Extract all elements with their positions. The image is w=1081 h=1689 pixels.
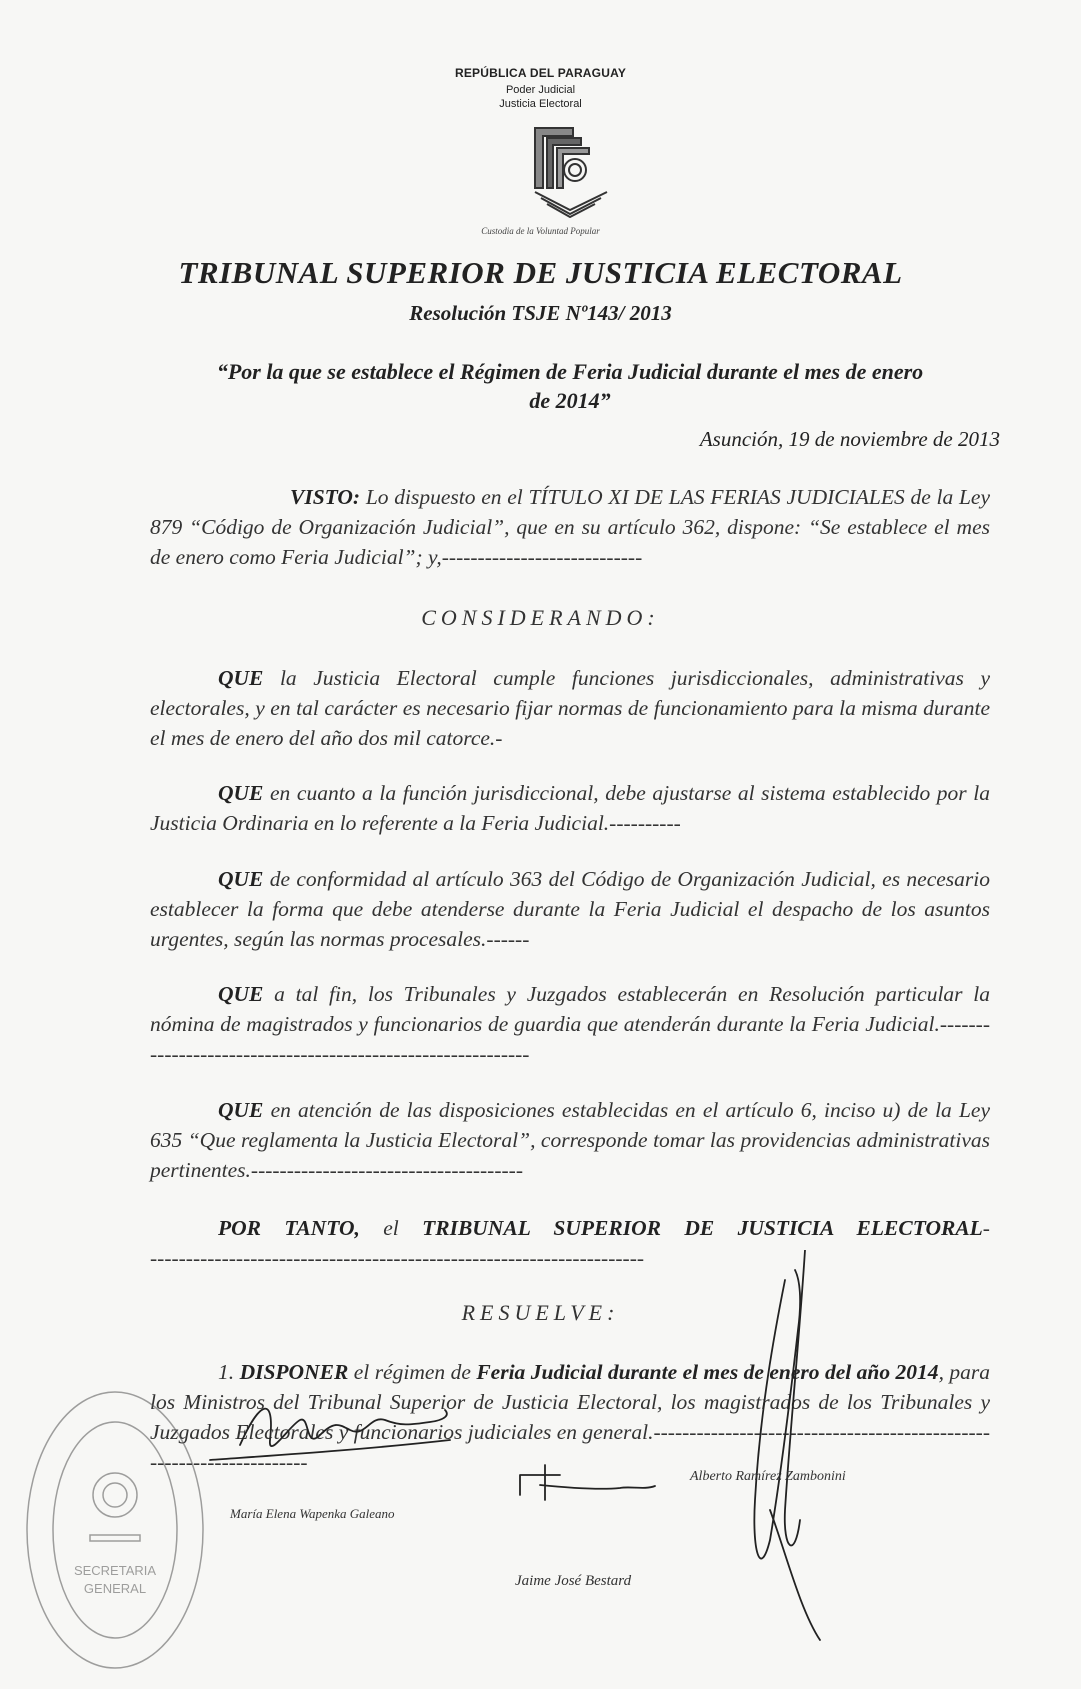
resuelve-bold: Feria Judicial durante el mes de enero del año 2014 — [476, 1360, 939, 1384]
signatures-area — [200, 1250, 1060, 1689]
resuelve-lead: DISPONER — [239, 1360, 349, 1384]
considerando-lead: QUE — [218, 982, 264, 1006]
considerando-text: a tal fin, los Tribunales y Juzgados establecerán en Resolución particular la nómina de magistrados y funcionarios de guardia que atenderán durante la Feria Judicial.------------------------------------------------------------ — [150, 982, 990, 1066]
considerando-paragraph-5 — [150, 1095, 990, 1185]
considerando-lead: QUE — [218, 867, 264, 891]
considerando-heading: CONSIDERANDO: — [421, 605, 660, 630]
considerando-text: de conformidad al artículo 363 del Código de Organización Judicial, es necesario establecer la forma que debe atenderse durante la Feria Judicial el despacho de los asuntos urgentes, según las normas procesales.------ — [150, 867, 990, 951]
secretaria-general-stamp-icon — [20, 1385, 210, 1675]
por-tanto-tribunal: TRIBUNAL SUPERIOR DE JUSTICIA ELECTORAL — [422, 1216, 983, 1240]
header-motto: Custodia de la Voluntad Popular — [481, 226, 600, 236]
considerando-lead: QUE — [218, 781, 264, 805]
resuelve-heading: RESUELVE: — [461, 1300, 620, 1325]
signatory-bestard: Jaime José Bestard — [515, 1573, 632, 1589]
por-tanto-text: el — [359, 1216, 423, 1240]
considerando-text: la Justicia Electoral cumple funciones jurisdiccionales, administrativas y electorales, y en tal carácter es necesario fijar normas de funcionamiento para la misma durante el mes de enero del año dos mil catorce.- — [150, 666, 990, 750]
considerando-text: en cuanto a la función jurisdiccional, debe ajustarse al sistema establecido por la Justicia Ordinaria en lo referente a la Feria Judicial.---------- — [150, 781, 990, 835]
signatory-ramirez: Alberto Ramírez Zambonini — [690, 1469, 846, 1484]
subject-line-2: de 2014” — [529, 388, 611, 413]
resuelve-text-a: el régimen de — [348, 1360, 477, 1384]
resuelve-text-c: , para los Ministros del Tribunal Superior de Justicia Electoral, los magistrados de los Tribunales y Juzgados Electorales y funcionarios judiciales en general.--------------------------------------------------------------------- — [150, 1360, 990, 1474]
considerando-text: en atención de las disposiciones establecidas en el artículo 6, inciso u) de la Ley 635 “Que reglamenta la Justicia Electoral”, corresponde tomar las providencias administrativas pertinentes.-------------------------------------- — [150, 1098, 990, 1182]
considerando-paragraph-1 — [150, 663, 990, 753]
header-department: Justicia Electoral — [499, 98, 582, 110]
visto-paragraph — [150, 482, 990, 572]
resolution-number: Resolución TSJE Nº143/ 2013 — [409, 301, 672, 325]
signatory-wapenka: María Elena Wapenka Galeano — [230, 1506, 395, 1521]
considerando-lead: QUE — [218, 1098, 264, 1122]
subject-line-1: “Por la que se establece el Régimen de Feria Judicial durante el mes de enero — [216, 359, 924, 384]
considerando-paragraph-2 — [150, 778, 990, 838]
signature-bestard-icon — [520, 1465, 655, 1500]
visto-text: Lo dispuesto en el TÍTULO XI DE LAS FERIAS JUDICIALES de la Ley 879 “Código de Organización Judicial”, que en su artículo 362, dispone: “Se establece el mes de enero como Feria Judicial”; y,---------------------------- — [150, 485, 990, 569]
considerando-paragraph-4 — [150, 979, 990, 1069]
resuelve-number: 1. — [218, 1360, 235, 1384]
stamp-line-2: GENERAL — [83, 1581, 147, 1596]
header-institution: Poder Judicial — [505, 84, 576, 96]
place-date: Asunción, 19 de noviembre de 2013 — [699, 427, 1000, 451]
resolution-subject — [150, 357, 990, 415]
por-tanto-tail: ---------------------------------------------------------------------- — [150, 1216, 990, 1270]
por-tanto-lead: POR TANTO, — [218, 1216, 360, 1240]
page-title: TRIBUNAL SUPERIOR DE JUSTICIA ELECTORAL — [178, 255, 903, 290]
considerando-lead: QUE — [218, 666, 264, 690]
stamp-line-1: SECRETARIA — [73, 1563, 157, 1578]
considerando-paragraph-3 — [150, 864, 990, 954]
signature-wapenka-icon — [240, 1409, 447, 1446]
header-country: REPÚBLICA DEL PARAGUAY — [454, 66, 627, 80]
signature-stroke-icon — [754, 1270, 800, 1559]
justicia-electoral-emblem-icon — [515, 118, 625, 218]
visto-lead: VISTO: — [290, 485, 361, 509]
